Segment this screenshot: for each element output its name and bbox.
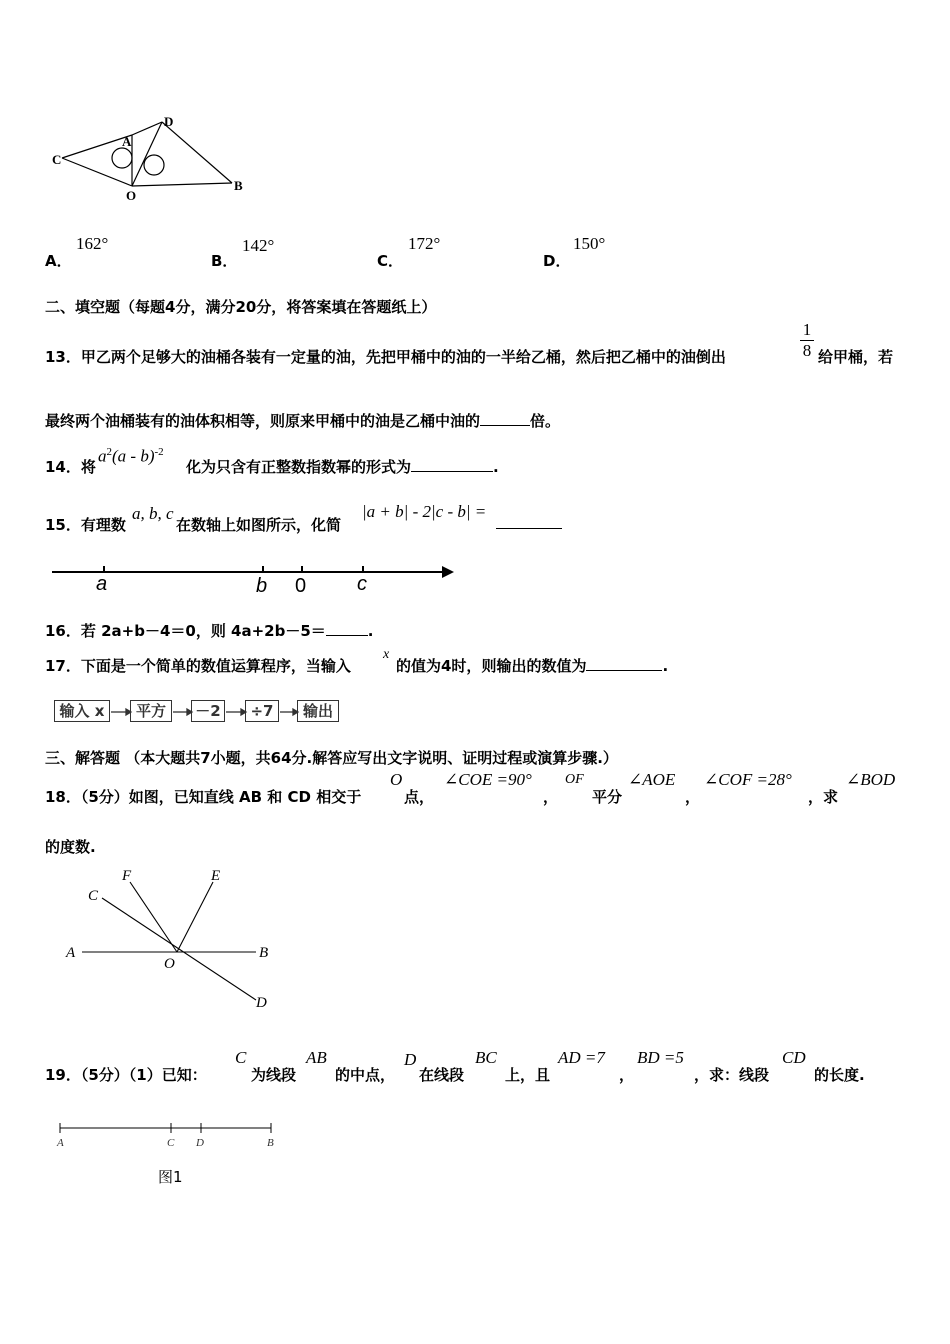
q14-expr-a: a (98, 446, 107, 466)
section3-heading: 三、解答题 （本大题共7小题，共64分.解答应写出文字说明、证明过程或演算步骤.） (45, 749, 618, 767)
label-f: F (122, 868, 132, 884)
q14-tail: . (493, 458, 499, 476)
q15-expression: |a + b| - 2|c - b| = (362, 502, 487, 521)
label-d: D (256, 995, 267, 1011)
q19-bd: BD =5 (637, 1048, 684, 1067)
q19-bc: BC (475, 1048, 497, 1067)
q18-line2: 的度数. (45, 838, 96, 856)
option-c-value: 172° (408, 234, 441, 253)
flow-box-input: 输入 x (54, 700, 110, 722)
q19-p8: 的长度. (814, 1066, 865, 1084)
label-c: C (167, 1137, 175, 1149)
q19-p2: 为线段 (251, 1066, 297, 1084)
flow-box-div7: ÷7 (245, 700, 279, 722)
ray-oe (177, 882, 213, 952)
flow-box-minus2: －2 (191, 700, 225, 722)
q15-vars: a, b, c (132, 504, 174, 523)
option-b-letter: B． (211, 252, 238, 270)
option-a-value: 162° (76, 234, 109, 253)
q19-p5: 上，且 (505, 1066, 551, 1084)
q14-suffix-text: 化为只含有正整数指数幂的形式为 (186, 458, 412, 476)
q17-tail: . (662, 657, 669, 675)
label-d: D (196, 1137, 204, 1149)
q19-ad: AD =7 (558, 1048, 605, 1067)
q18-p3: ， (543, 788, 559, 806)
q18-o: O (390, 770, 403, 789)
q13-part2: 给甲桶，若 (818, 348, 894, 366)
q19-cd: CD (782, 1048, 806, 1067)
label-a: a (96, 573, 108, 595)
option-b-value: 142° (242, 236, 275, 255)
option-c-letter: C． (377, 252, 404, 270)
label-d: D (164, 114, 174, 129)
frac-den: 8 (800, 340, 814, 361)
option-a-letter: A． (45, 252, 72, 270)
q18-p2: 点， (404, 788, 435, 806)
label-c: C (52, 152, 62, 167)
q19-caption: 图1 (158, 1168, 183, 1186)
q19-figure (55, 1120, 285, 1160)
q13-part1: 13．甲乙两个足够大的油桶各装有一定量的油，先把甲桶中的油的一半给乙桶，然后把乙桶中的油倒出 (45, 348, 726, 366)
q18-p1: 18．（5分）如图，已知直线 AB 和 CD 相交于 (45, 788, 362, 806)
label-a: A (122, 134, 132, 149)
label-a: A (66, 945, 76, 961)
q19-ab: AB (306, 1048, 327, 1067)
label-a: A (57, 1137, 64, 1149)
q13-tail: 倍。 (530, 412, 561, 430)
section2-heading: 二、填空题（每题4分，满分20分，将答案填在答题纸上） (45, 298, 437, 316)
q17-suffix-text: 的值为4时，则输出的数值为 (396, 657, 587, 675)
label-b: b (256, 575, 268, 597)
q18-p4: 平分 (592, 788, 623, 806)
flow-box-square: 平方 (130, 700, 172, 722)
q19-p3: 的中点， (335, 1066, 396, 1084)
label-o: O (164, 956, 175, 972)
q16-text: 16．若 2a+b－4＝0，则 4a+2b－5＝ (45, 622, 326, 640)
q18-figure (60, 860, 290, 1020)
q16-tail: . (367, 622, 374, 640)
label-b: B (234, 178, 243, 193)
q19-p4: 在线段 (419, 1066, 465, 1084)
q18-ang1: ∠COE =90° (444, 770, 532, 789)
q19-p1: 19．（5分）（1）已知： (45, 1066, 207, 1084)
label-b: B (259, 945, 269, 961)
q18-ang3: ∠COF =28° (704, 770, 792, 789)
label-c: c (357, 573, 367, 595)
q18-of: OF (565, 772, 584, 787)
option-d-letter: D． (543, 252, 571, 270)
q18-p6: ，求 (808, 788, 839, 806)
frac-num: 1 (802, 320, 812, 339)
q18-ang4: ∠BOD (846, 770, 896, 789)
q14-expr-paren: (a - b) (112, 446, 155, 466)
flow-box-output: 输出 (297, 700, 339, 722)
q17-prefix: 17．下面是一个简单的数值运算程序，当输入 (45, 657, 351, 675)
q15-mid: 在数轴上如图所示，化简 (176, 516, 342, 534)
label-zero: 0 (295, 575, 307, 597)
q14-prefix: 14．将 (45, 458, 96, 476)
q19-p6: ， (619, 1066, 635, 1084)
q14-expr-exp2: -2 (154, 446, 164, 458)
label-e: E (211, 868, 221, 884)
q19-d: D (404, 1050, 417, 1069)
option-d-value: 150° (573, 234, 606, 253)
q19-p7: ，求：线段 (694, 1066, 770, 1084)
q13-line2-text: 最终两个油桶装有的油体积相等，则原来甲桶中的油是乙桶中油的 (45, 412, 481, 430)
q18-p5: ， (685, 788, 701, 806)
label-b: B (267, 1137, 274, 1149)
ray-of (130, 882, 177, 952)
q14-expr-exp: 2 (106, 446, 112, 458)
label-c: C (88, 888, 99, 904)
q15-prefix: 15．有理数 (45, 516, 126, 534)
q17-var: x (383, 647, 390, 662)
q18-ang2: ∠AOE (628, 770, 676, 789)
q19-c: C (235, 1048, 247, 1067)
label-o: O (126, 188, 137, 203)
